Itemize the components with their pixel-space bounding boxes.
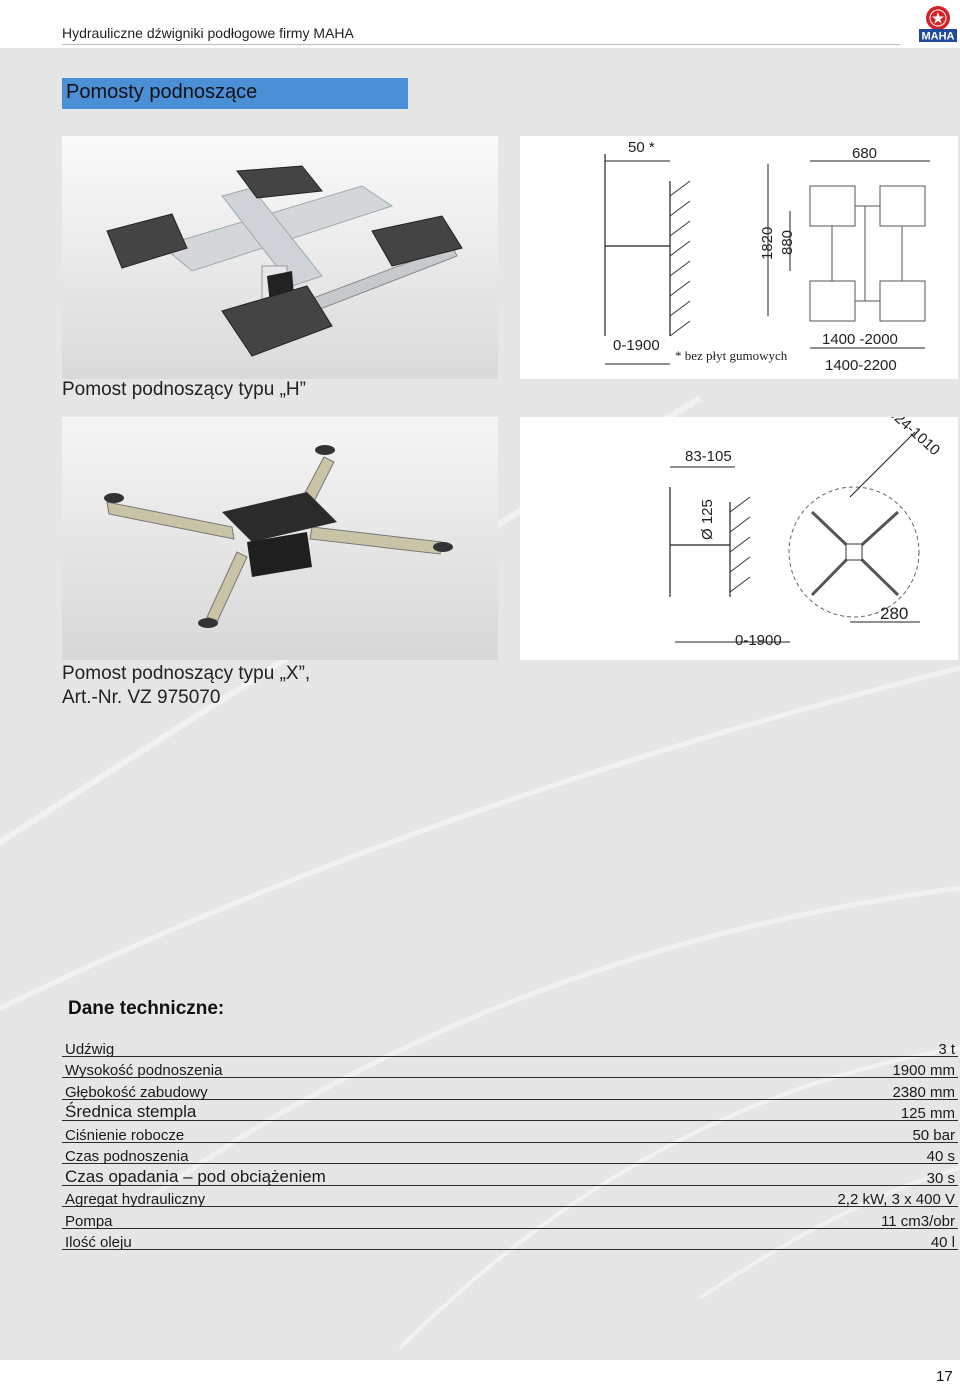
spec-value: 30 s — [926, 1169, 955, 1187]
dim-x-83-105: 83-105 — [685, 448, 732, 465]
spec-row — [62, 1057, 958, 1079]
dim-h-1400-2000: 1400 -2000 — [822, 331, 898, 348]
spec-value: 11 cm3/obr — [881, 1212, 955, 1230]
spec-table — [62, 1035, 958, 1250]
dim-x-624-1010: 624-1010 — [884, 417, 944, 460]
spec-row — [62, 1035, 958, 1057]
spec-value: 40 l — [930, 1234, 955, 1251]
product-x-caption-line2: Art.-Nr. VZ 975070 — [62, 687, 221, 708]
section-title: Pomosty podnoszące — [66, 81, 258, 103]
dim-h-0-1900: 0-1900 — [613, 337, 660, 354]
product-x-drawing — [520, 417, 958, 660]
dim-h-680: 680 — [852, 145, 878, 162]
section-banner — [62, 78, 408, 109]
spec-value: 50 bar — [912, 1126, 955, 1144]
spec-label: Wysokość podnoszenia — [65, 1062, 223, 1079]
spec-row — [62, 1186, 958, 1208]
spec-label: Głębokość zabudowy — [65, 1083, 208, 1101]
page-header — [0, 0, 960, 48]
dim-h-880: 880 — [779, 229, 796, 255]
maha-logo — [918, 4, 958, 42]
spec-label: Agregat hydrauliczny — [65, 1191, 206, 1208]
dim-x-125: Ø 125 — [699, 499, 716, 540]
spec-row — [62, 1100, 958, 1122]
product-h-caption: Pomost podnoszący typu „H” — [62, 379, 306, 400]
dim-h-1820: 1820 — [759, 226, 776, 260]
tech-title: Dane techniczne: — [68, 998, 225, 1019]
spec-row — [62, 1229, 958, 1251]
product-x-caption — [62, 662, 310, 710]
spec-value: 2380 mm — [892, 1083, 955, 1101]
spec-row — [62, 1164, 958, 1186]
spec-row — [62, 1121, 958, 1143]
spec-value: 2,2 kW, 3 x 400 V — [837, 1191, 955, 1208]
dim-h-1400-2200: 1400-2200 — [825, 357, 897, 374]
logo-text: MAHA — [921, 30, 955, 42]
spec-label: Ciśnienie robocze — [65, 1126, 185, 1144]
header-rule — [62, 44, 900, 45]
spec-label: Czas opadania – pod obciążeniem — [65, 1166, 326, 1186]
spec-row — [62, 1207, 958, 1229]
dim-x-280: 280 — [880, 604, 909, 623]
spec-value: 1900 mm — [892, 1062, 955, 1079]
dim-h-50: 50 * — [628, 139, 655, 156]
spec-row — [62, 1143, 958, 1165]
product-x-caption-line1: Pomost podnoszący typu „X”, — [62, 663, 311, 684]
note-rubber: * bez płyt gumowych — [675, 348, 788, 363]
spec-value: 40 s — [926, 1148, 955, 1165]
product-h-drawing — [520, 136, 958, 379]
spec-value: 3 t — [938, 1040, 955, 1058]
spec-label: Udźwig — [65, 1040, 115, 1058]
spec-value: 125 mm — [900, 1105, 955, 1122]
dim-x-0-1900: 0-1900 — [735, 632, 782, 649]
header-title: Hydrauliczne dźwigniki podłogowe firmy MAHA — [62, 25, 354, 41]
page-number: 17 — [936, 1368, 953, 1385]
product-x-photo — [62, 417, 498, 660]
spec-label: Czas podnoszenia — [65, 1148, 189, 1165]
product-h-photo — [62, 136, 498, 379]
spec-row — [62, 1078, 958, 1100]
spec-label: Średnica stempla — [65, 1102, 197, 1121]
spec-label: Ilość oleju — [65, 1234, 132, 1251]
spec-label: Pompa — [65, 1212, 113, 1230]
